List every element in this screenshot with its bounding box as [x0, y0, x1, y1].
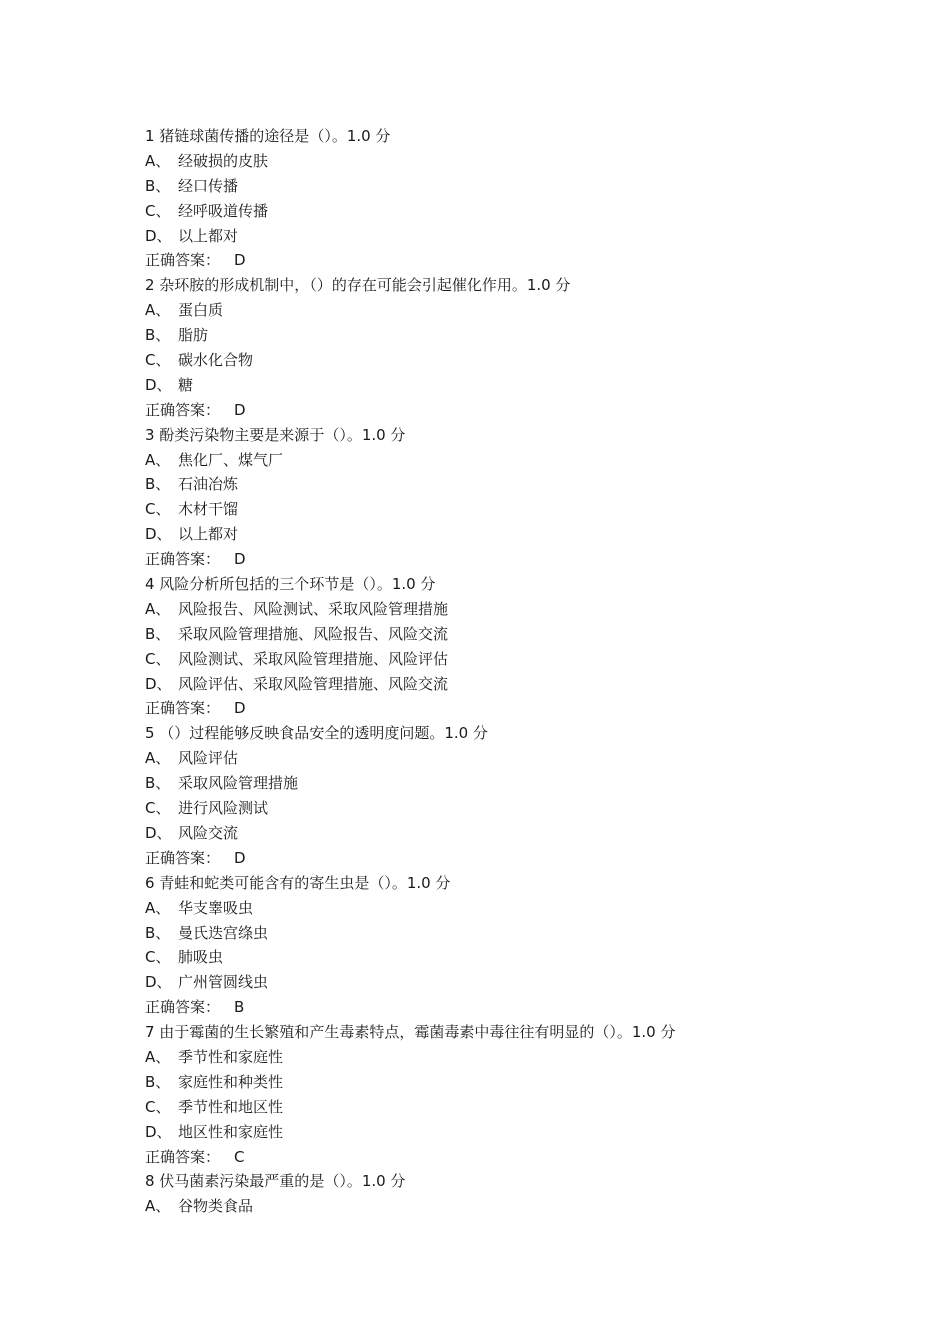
option-text: 经口传播: [178, 176, 239, 195]
option-row: [145, 1045, 905, 1070]
option-row: [145, 298, 905, 323]
option-row: [145, 970, 905, 995]
option-label: A、: [145, 599, 171, 618]
option-label: C、: [145, 948, 171, 967]
option-text: 曼氏迭宫绦虫: [178, 923, 269, 942]
option-label: B、: [145, 1072, 171, 1091]
question-stem: 8 伏马菌素污染最严重的是（）。1.0 分: [145, 1172, 406, 1191]
option-row: [145, 796, 905, 821]
option-row: [145, 597, 905, 622]
question-block: [145, 721, 905, 870]
option-label: A、: [145, 1197, 171, 1216]
option-text: 糖: [178, 375, 194, 394]
option-label: B、: [145, 923, 171, 942]
option-row: [145, 771, 905, 796]
option-row: [145, 1095, 905, 1120]
option-text: 经呼吸道传播: [178, 201, 269, 220]
option-text: 季节性和家庭性: [178, 1047, 284, 1066]
option-row: [145, 224, 905, 249]
option-text: 风险交流: [178, 823, 239, 842]
option-row: [145, 1120, 905, 1145]
answer-row: [145, 398, 905, 423]
answer-value: D: [234, 400, 246, 419]
option-text: 地区性和家庭性: [178, 1122, 284, 1141]
option-row: [145, 921, 905, 946]
question-stem: 6 青蛙和蛇类可能含有的寄生虫是（）。1.0 分: [145, 873, 451, 892]
option-row: [145, 149, 905, 174]
question-list: [145, 124, 905, 1219]
option-text: 家庭性和种类性: [178, 1072, 284, 1091]
option-text: 进行风险测试: [178, 799, 269, 818]
answer-value: D: [234, 251, 246, 270]
option-text: 焦化厂、煤气厂: [178, 450, 284, 469]
option-row: [145, 522, 905, 547]
question-block: [145, 1169, 905, 1219]
option-label: A、: [145, 749, 171, 768]
answer-row: [145, 547, 905, 572]
option-text: 采取风险管理措施: [178, 774, 299, 793]
option-text: 以上都对: [178, 226, 239, 245]
answer-label: 正确答案：: [145, 998, 221, 1017]
option-text: 风险测试、采取风险管理措施、风险评估: [178, 649, 449, 668]
option-row: [145, 622, 905, 647]
question-stem: 4 风险分析所包括的三个环节是（）。1.0 分: [145, 575, 436, 594]
answer-row: [145, 248, 905, 273]
answer-label: 正确答案：: [145, 251, 221, 270]
answer-row: [145, 846, 905, 871]
option-label: A、: [145, 1047, 171, 1066]
question-block: [145, 273, 905, 422]
option-label: C、: [145, 649, 171, 668]
option-text: 谷物类食品: [178, 1197, 254, 1216]
option-label: B、: [145, 624, 171, 643]
option-row: [145, 672, 905, 697]
option-text: 经破损的皮肤: [178, 151, 269, 170]
option-label: C、: [145, 500, 171, 519]
option-label: C、: [145, 201, 171, 220]
option-text: 采取风险管理措施、风险报告、风险交流: [178, 624, 449, 643]
question-stem: 2 杂环胺的形成机制中，（）的存在可能会引起催化作用。1.0 分: [145, 276, 571, 295]
question-stem: 1 猪链球菌传播的途径是（）。1.0 分: [145, 127, 391, 145]
option-row: [145, 373, 905, 398]
option-row: [145, 896, 905, 921]
option-row: [145, 323, 905, 348]
option-label: D、: [145, 525, 172, 544]
answer-value: C: [234, 1147, 245, 1166]
option-text: 脂肪: [178, 326, 209, 345]
option-row: [145, 1194, 905, 1219]
option-label: C、: [145, 799, 171, 818]
answer-label: 正确答案：: [145, 400, 221, 419]
option-text: 木材干馏: [178, 500, 239, 519]
answer-label: 正确答案：: [145, 550, 221, 569]
option-label: A、: [145, 151, 171, 170]
option-row: [145, 448, 905, 473]
question-block: [145, 572, 905, 721]
answer-value: D: [234, 848, 246, 867]
option-label: D、: [145, 823, 172, 842]
option-text: 风险评估、采取风险管理措施、风险交流: [178, 674, 449, 693]
option-label: B、: [145, 475, 171, 494]
option-label: D、: [145, 375, 172, 394]
answer-label: 正确答案：: [145, 1147, 221, 1166]
option-label: B、: [145, 176, 171, 195]
option-text: 肺吸虫: [178, 948, 224, 967]
option-text: 风险报告、风险测试、采取风险管理措施: [178, 599, 449, 618]
option-text: 以上都对: [178, 525, 239, 544]
option-row: [145, 945, 905, 970]
option-row: [145, 821, 905, 846]
option-label: D、: [145, 1122, 172, 1141]
option-label: A、: [145, 301, 171, 320]
option-text: 风险评估: [178, 749, 239, 768]
option-label: D、: [145, 973, 172, 992]
question-stem: 3 酚类污染物主要是来源于（）。1.0 分: [145, 425, 406, 444]
option-row: [145, 199, 905, 224]
answer-value: D: [234, 699, 246, 718]
option-text: 碳水化合物: [178, 351, 254, 370]
option-label: D、: [145, 674, 172, 693]
option-label: C、: [145, 1097, 171, 1116]
option-row: [145, 1070, 905, 1095]
answer-row: [145, 1145, 905, 1170]
option-label: C、: [145, 351, 171, 370]
option-label: D、: [145, 226, 172, 245]
answer-value: D: [234, 550, 246, 569]
question-block: [145, 423, 905, 572]
answer-row: [145, 995, 905, 1020]
option-row: [145, 647, 905, 672]
option-label: B、: [145, 774, 171, 793]
option-row: [145, 746, 905, 771]
answer-label: 正确答案：: [145, 699, 221, 718]
option-row: [145, 348, 905, 373]
question-stem: 5 （）过程能够反映食品安全的透明度问题。1.0 分: [145, 724, 488, 743]
option-text: 石油冶炼: [178, 475, 239, 494]
option-text: 华支睾吸虫: [178, 898, 254, 917]
option-row: [145, 497, 905, 522]
option-text: 季节性和地区性: [178, 1097, 284, 1116]
question-stem: 7 由于霉菌的生长繁殖和产生毒素特点，霉菌毒素中毒往往有明显的（）。1.0 分: [145, 1023, 676, 1042]
option-row: [145, 174, 905, 199]
option-row: [145, 472, 905, 497]
option-label: A、: [145, 898, 171, 917]
question-block: [145, 124, 905, 273]
question-block: [145, 871, 905, 1020]
option-text: 广州管圆线虫: [178, 973, 269, 992]
option-text: 蛋白质: [178, 301, 224, 320]
option-label: A、: [145, 450, 171, 469]
answer-value: B: [234, 998, 245, 1017]
option-label: B、: [145, 326, 171, 345]
answer-row: [145, 696, 905, 721]
question-block: [145, 1020, 905, 1169]
answer-label: 正确答案：: [145, 848, 221, 867]
